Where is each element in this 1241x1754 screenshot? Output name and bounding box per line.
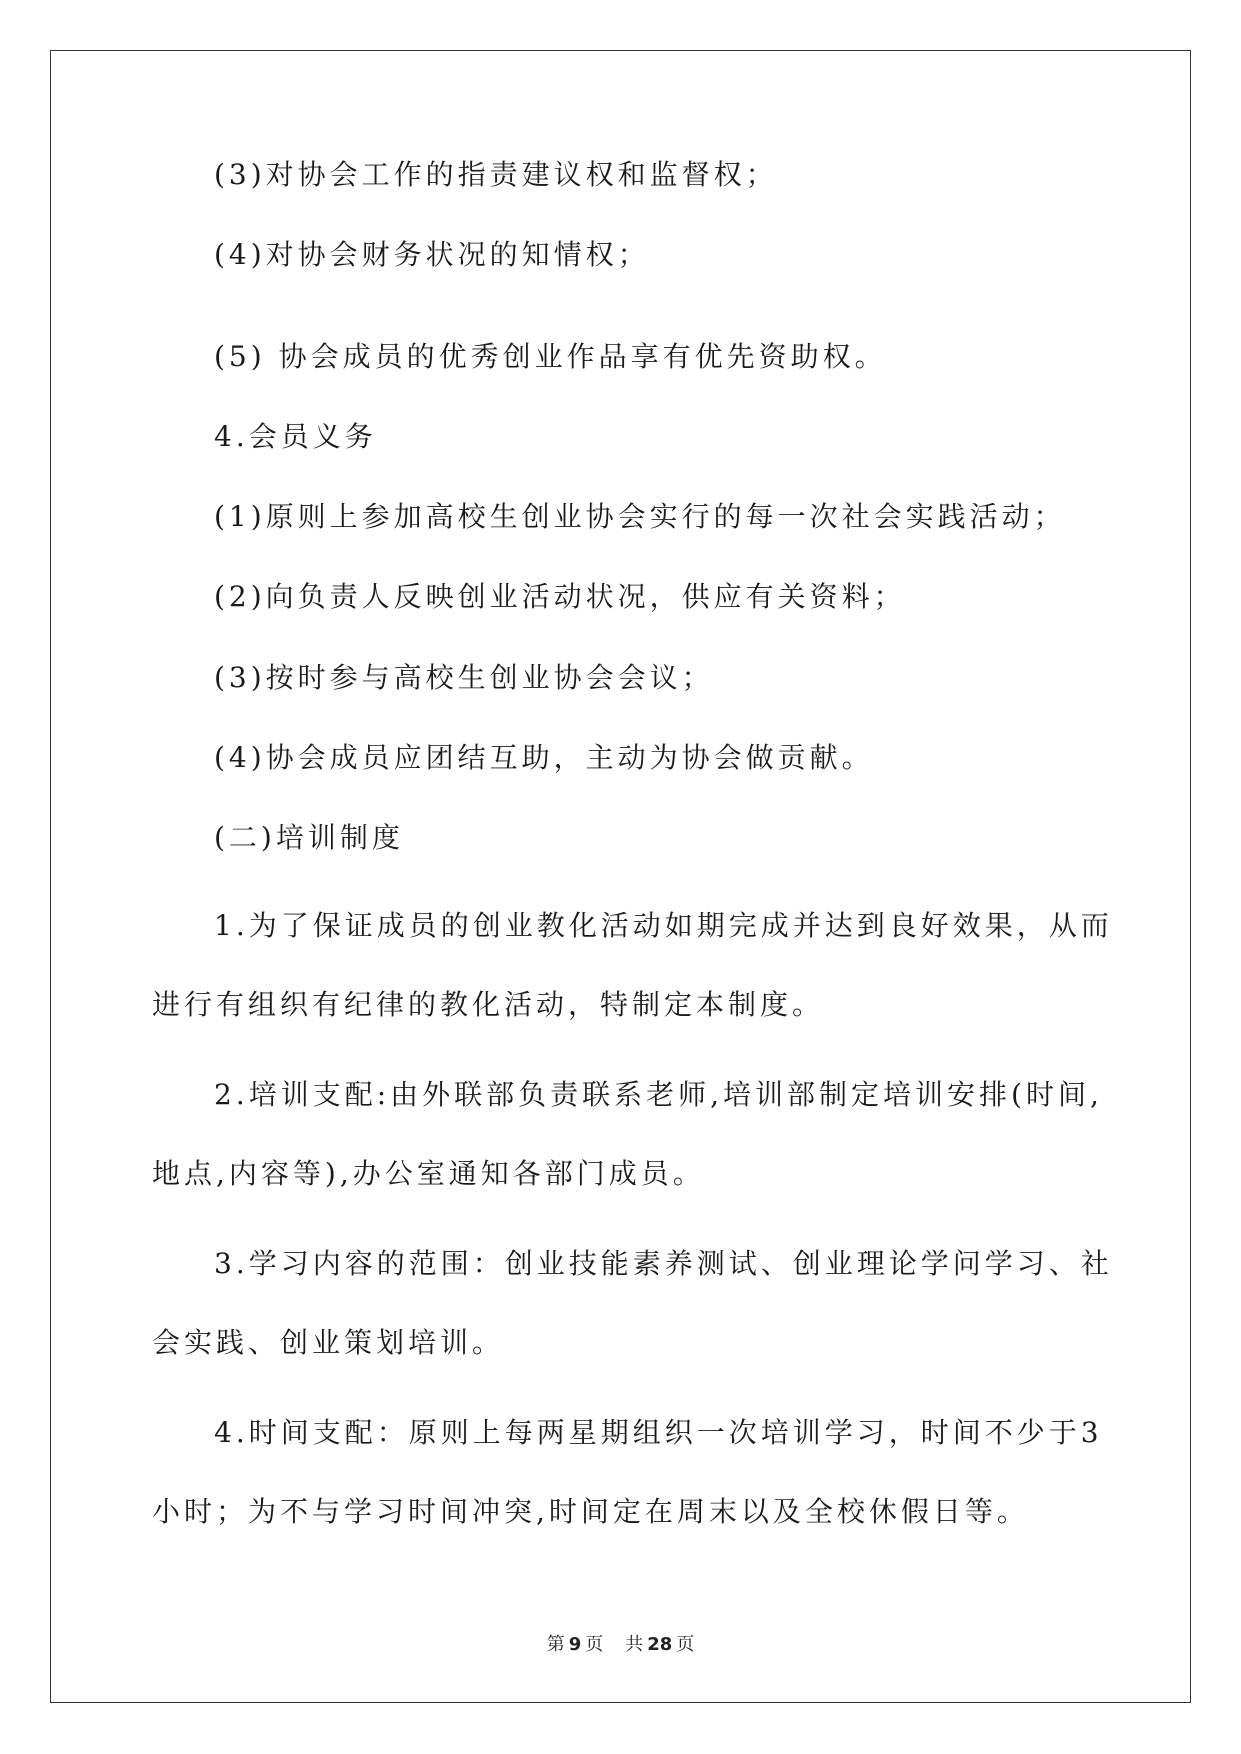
text-line: (2)向负责人反映创业活动状况，供应有关资料； [214, 580, 906, 613]
text-line: (5) 协会成员的优秀创业作品享有优先资助权。 [214, 340, 887, 373]
section-heading: 4.会员义务 [214, 420, 377, 453]
text-line: 4.时间支配：原则上每两星期组织一次培训学习，时间不少于3 [214, 1416, 1103, 1449]
text-line: 进行有组织有纪律的教化活动，特制定本制度。 [152, 988, 825, 1021]
text-line: 1.为了保证成员的创业教化活动如期完成并达到良好效果，从而 [214, 909, 1113, 942]
page-prefix: 第 [546, 1634, 565, 1655]
page-current: 9 [568, 1634, 582, 1655]
section-heading: (二)培训制度 [214, 821, 404, 854]
text-line: 地点,内容等),办公室通知各部门成员。 [152, 1157, 705, 1190]
page-border [50, 50, 1191, 1703]
text-line: (4)对协会财务状况的知情权； [214, 238, 650, 271]
total-prefix: 共 [625, 1634, 644, 1655]
text-line: 会实践、创业策划培训。 [152, 1326, 505, 1359]
page-total: 28 [647, 1634, 673, 1655]
text-line: 3.学习内容的范围：创业技能素养测试、创业理论学问学习、社 [214, 1247, 1113, 1280]
text-line: 2.培训支配:由外联部负责联系老师,培训部制定培训安排(时间, [214, 1078, 1103, 1111]
total-suffix: 页 [676, 1634, 695, 1655]
text-line: 小时；为不与学习时间冲突,时间定在周末以及全校休假日等。 [152, 1495, 1029, 1528]
text-line: (1)原则上参加高校生创业协会实行的每一次社会实践活动； [214, 500, 1066, 533]
text-line: (4)协会成员应团结互助，主动为协会做贡献。 [214, 741, 874, 774]
text-line: (3)对协会工作的指责建议权和监督权； [214, 158, 778, 191]
page-footer [0, 1633, 1241, 1657]
text-line: (3)按时参与高校生创业协会会议； [214, 661, 714, 694]
page-suffix: 页 [585, 1634, 604, 1655]
